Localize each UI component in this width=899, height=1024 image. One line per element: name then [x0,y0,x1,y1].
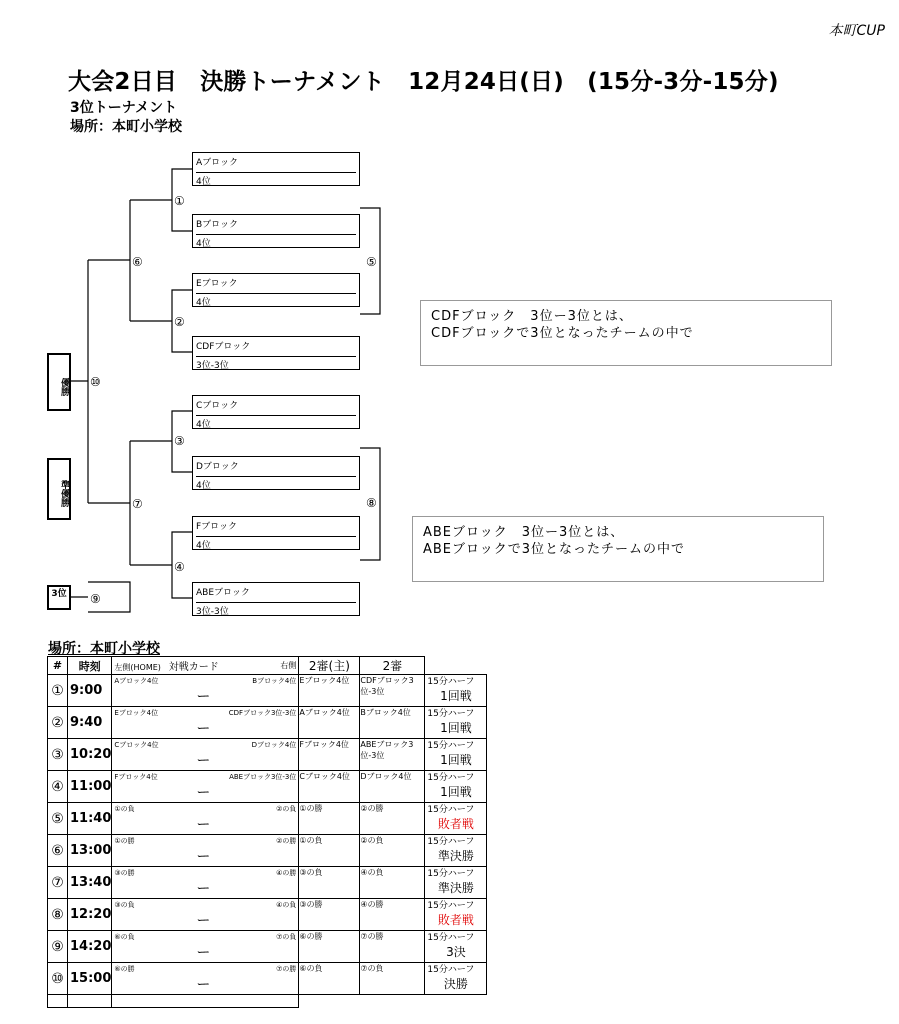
away-team: ④の勝 [276,869,297,877]
match-label-9: ⑨ [90,592,101,606]
match-number: ⑥ [48,835,68,867]
header-num: # [48,657,68,675]
match-time: 15:00 [68,963,112,995]
header-ref-main: 2審(主) [299,657,360,675]
cup-name: 本町CUP [828,23,885,39]
schedule-row [48,899,487,931]
match-time: 10:20 [68,739,112,771]
match-card [112,803,299,835]
schedule-row [48,771,487,803]
match-time: 11:40 [68,803,112,835]
team-abe-block: ABEブロック 3位-3位 [192,582,360,616]
match-number: ③ [48,739,68,771]
header-type [425,657,487,675]
referee-main: Aブロック4位 [299,707,360,739]
match-card [112,707,299,739]
referee-second: ②の勝 [360,803,425,835]
match-label-3: ③ [174,434,185,448]
match-time: 9:00 [68,675,112,707]
referee-main: ①の負 [299,835,360,867]
versus-dash: ー [196,913,211,929]
schedule-empty-row [48,995,487,1008]
home-team: ③の負 [114,901,135,909]
match-time: 12:20 [68,899,112,931]
runner-up-box: 準優勝 [47,458,71,520]
team-cdf-block: CDFブロック 3位-3位 [192,336,360,370]
referee-main: Cブロック4位 [299,771,360,803]
referee-main: ③の勝 [299,899,360,931]
match-time: 11:00 [68,771,112,803]
header-time: 時刻 [68,657,112,675]
home-team: Eブロック4位 [114,709,159,717]
referee-second: ABEブロック3位-3位 [360,739,425,771]
match-time: 14:20 [68,931,112,963]
home-team: ⑥の勝 [114,965,135,973]
away-team: ⑦の負 [276,933,297,941]
match-type: 15分ハーフ 準決勝 [425,867,487,899]
match-number: ② [48,707,68,739]
versus-dash: ー [196,817,211,833]
away-team: ④の負 [276,901,297,909]
match-number: ⑧ [48,899,68,931]
home-team: Fブロック4位 [114,773,158,781]
away-team: ②の勝 [276,837,297,845]
match-type: 15分ハーフ 3決 [425,931,487,963]
team-d-block: Dブロック 4位 [192,456,360,490]
versus-dash: ー [196,977,211,993]
schedule-row [48,707,487,739]
home-team: Cブロック4位 [114,741,159,749]
match-label-6: ⑥ [132,255,143,269]
note-abe: ABEブロック 3位ー3位とは、 ABEブロックで3位となったチームの中で [412,516,824,582]
match-label-10: ⑩ [90,375,101,389]
match-type: 15分ハーフ 1回戦 [425,707,487,739]
third-place-box: 3位 [47,585,71,610]
home-team: ⑥の負 [114,933,135,941]
versus-dash: ー [196,689,211,705]
referee-second: ⑦の負 [360,963,425,995]
schedule-row [48,931,487,963]
home-team: Aブロック4位 [114,677,159,685]
referee-second: ②の負 [360,835,425,867]
versus-dash: ー [196,753,211,769]
away-team: Dブロック4位 [251,741,297,749]
referee-second: Bブロック4位 [360,707,425,739]
home-team: ③の勝 [114,869,135,877]
team-e-block: Eブロック 4位 [192,273,360,307]
match-label-5: ⑤ [366,255,377,269]
match-label-8: ⑧ [366,496,377,510]
schedule-header-row [48,657,487,675]
away-team: ②の負 [276,805,297,813]
referee-main: ③の負 [299,867,360,899]
match-card [112,931,299,963]
match-time: 13:40 [68,867,112,899]
referee-second: ④の負 [360,867,425,899]
page-title: 大会2日目 決勝トーナメント 12月24日(日) (15分-3分-15分) [68,69,779,95]
match-type: 15分ハーフ 決勝 [425,963,487,995]
winner-box: 優勝 [47,353,71,411]
match-type: 15分ハーフ 1回戦 [425,771,487,803]
schedule-row [48,867,487,899]
match-number: ① [48,675,68,707]
referee-second: ④の勝 [360,899,425,931]
schedule-row [48,739,487,771]
schedule-row [48,835,487,867]
match-card [112,899,299,931]
match-type: 15分ハーフ 1回戦 [425,739,487,771]
match-card [112,675,299,707]
match-number: ⑤ [48,803,68,835]
team-a-block: Aブロック 4位 [192,152,360,186]
referee-second: CDFブロック3位-3位 [360,675,425,707]
match-time: 9:40 [68,707,112,739]
venue-label: 場所：本町小学校 [70,119,182,135]
referee-second: Dブロック4位 [360,771,425,803]
referee-main: ⑥の負 [299,963,360,995]
versus-dash: ー [196,849,211,865]
schedule-venue: 場所：本町小学校 [48,641,160,657]
versus-dash: ー [196,721,211,737]
referee-main: ①の勝 [299,803,360,835]
referee-main: ⑥の勝 [299,931,360,963]
versus-dash: ー [196,945,211,961]
team-f-block: Fブロック 4位 [192,516,360,550]
match-type: 15分ハーフ 1回戦 [425,675,487,707]
note-cdf: CDFブロック 3位ー3位とは、 CDFブロックで3位となったチームの中で [420,300,832,366]
header-ref: 2審 [360,657,425,675]
header-card: 左側(HOME) 対戦カード 右側 [112,657,299,675]
versus-dash: ー [196,785,211,801]
tournament-subtitle: 3位トーナメント [70,100,178,116]
match-number: ⑨ [48,931,68,963]
match-number: ④ [48,771,68,803]
match-label-4: ④ [174,560,185,574]
schedule-row [48,675,487,707]
versus-dash: ー [196,881,211,897]
away-team: Bブロック4位 [252,677,297,685]
schedule-row [48,803,487,835]
schedule-row [48,963,487,995]
home-team: ①の勝 [114,837,135,845]
match-card [112,739,299,771]
away-team: ⑦の勝 [276,965,297,973]
match-type: 15分ハーフ 敗者戦 [425,899,487,931]
schedule-table [47,656,487,1008]
away-team: CDFブロック3位-3位 [228,709,297,717]
match-card [112,835,299,867]
referee-main: Fブロック4位 [299,739,360,771]
away-team: ABEブロック3位-3位 [229,773,297,781]
match-card [112,771,299,803]
referee-main: Eブロック4位 [299,675,360,707]
match-number: ⑦ [48,867,68,899]
match-number: ⑩ [48,963,68,995]
team-b-block: Bブロック 4位 [192,214,360,248]
match-card [112,867,299,899]
match-label-2: ② [174,315,185,329]
match-card [112,963,299,995]
team-c-block: Cブロック 4位 [192,395,360,429]
match-label-1: ① [174,194,185,208]
match-type: 15分ハーフ 準決勝 [425,835,487,867]
referee-second: ⑦の勝 [360,931,425,963]
match-time: 13:00 [68,835,112,867]
match-type: 15分ハーフ 敗者戦 [425,803,487,835]
match-label-7: ⑦ [132,497,143,511]
home-team: ①の負 [114,805,135,813]
